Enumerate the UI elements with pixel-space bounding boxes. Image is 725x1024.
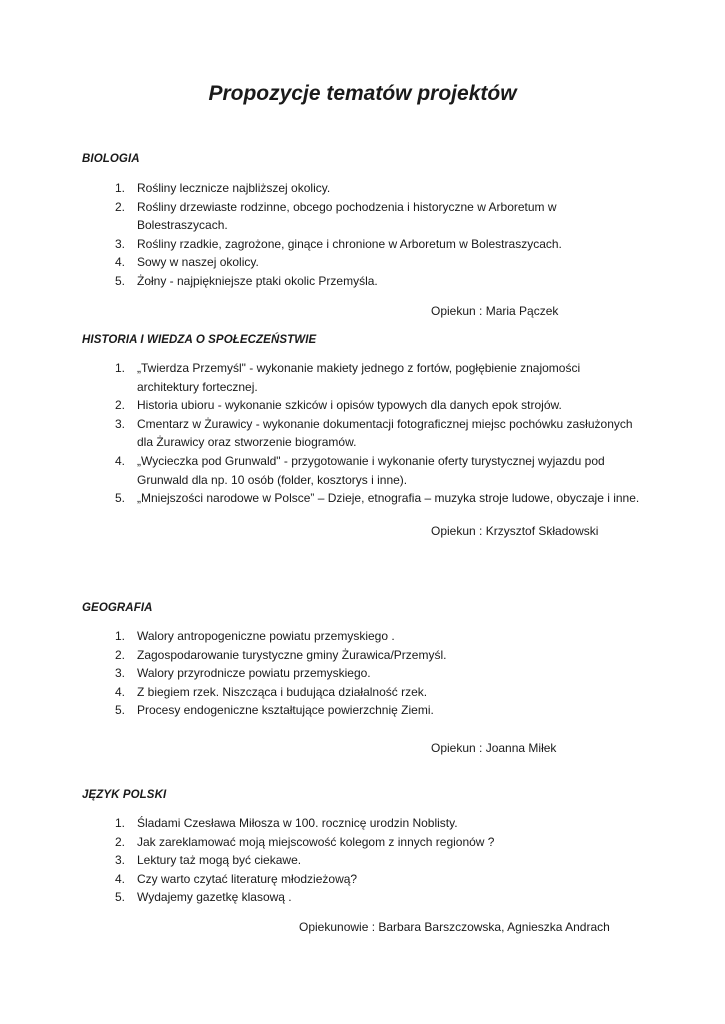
list-item: 2. Jak zareklamować moją miejscowość kolegom z innych regionów ? xyxy=(114,834,495,849)
list-item: 5. Wydajemy gazetkę klasową . xyxy=(114,890,292,905)
supervisor-geografia: Opiekun : Joanna Miłek xyxy=(431,741,557,755)
section-heading-jezyk-polski: JĘZYK POLSKI xyxy=(82,789,167,801)
supervisor-historia: Opiekun : Krzysztof Składowski xyxy=(431,524,599,538)
list-item: 4. Czy warto czytać literaturę młodzieżową? xyxy=(114,871,358,886)
list-item: 1. Rośliny lecznicze najbliższej okolicy. xyxy=(114,181,331,195)
section-list-historia xyxy=(82,359,642,508)
list-item: 1. „Twierdza Przemyśl" - wykonanie makiety jednego z fortów, pogłębienie znajomości architektury fortecznej. xyxy=(114,361,581,394)
list-item: 3. Lektury taż mogą być ciekawe. xyxy=(114,853,302,868)
list-item: 1. Śladami Czesława Miłosza w 100. rocznicę urodzin Noblisty. xyxy=(114,816,458,830)
section-list-biologia xyxy=(82,179,642,291)
section-heading-biologia: BIOLOGIA xyxy=(82,153,140,165)
section-heading-geografia: GEOGRAFIA xyxy=(82,602,153,614)
list-item: 4. Z biegiem rzek. Niszcząca i budująca działalność rzek. xyxy=(114,684,428,699)
list-item: 3. Cmentarz w Żurawicy - wykonanie dokumentacji fotograficznej miejsc pochówku zasłużonych dla Żurawicy oraz stworzenie biogramów. xyxy=(114,416,633,450)
document-title: Propozycje tematów projektów xyxy=(208,82,517,105)
list-item: 5. Żołny - najpiękniejsze ptaki okolic Przemyśla. xyxy=(114,273,378,288)
list-item: 3. Rośliny rzadkie, zagrożone, ginące i chronione w Arboretum w Bolestraszycach. xyxy=(114,236,562,251)
supervisor-biologia: Opiekun : Maria Pączek xyxy=(431,304,559,318)
list-item: 1. Walory antropogeniczne powiatu przemyskiego . xyxy=(114,629,395,643)
list-item: 2. Zagospodarowanie turystyczne gminy Żurawica/Przemyśl. xyxy=(114,647,447,662)
list-item: 5. „Mniejszości narodowe w Polsce” – Dzieje, etnografia – muzyka stroje ludowe, obyczaje i inne. xyxy=(114,491,640,506)
list-item: 4. „Wycieczka pod Grunwald" - przygotowanie i wykonanie oferty turystycznej wyjazdu pod Grunwald dla np. 10 osób (folder, kosztorys i inne). xyxy=(114,453,605,487)
list-item: 2. Rośliny drzewiaste rodzinne, obcego pochodzenia i historyczne w Arboretum w Bolestraszycach. xyxy=(114,199,557,233)
list-item: 4. Sowy w naszej okolicy. xyxy=(114,255,259,270)
list-item: 5. Procesy endogeniczne kształtujące powierzchnię Ziemi. xyxy=(114,703,434,718)
supervisor-jezyk-polski: Opiekunowie : Barbara Barszczowska, Agnieszka Andrach xyxy=(299,920,610,934)
section-heading-historia: HISTORIA I WIEDZA O SPOŁECZEŃSTWIE xyxy=(82,334,317,346)
section-list-jezyk-polski xyxy=(82,814,642,907)
section-list-geografia xyxy=(82,627,642,720)
list-item: 3. Walory przyrodnicze powiatu przemyskiego. xyxy=(114,666,371,681)
list-item: 2. Historia ubioru - wykonanie szkiców i opisów typowych dla danych epok strojów. xyxy=(114,398,562,413)
